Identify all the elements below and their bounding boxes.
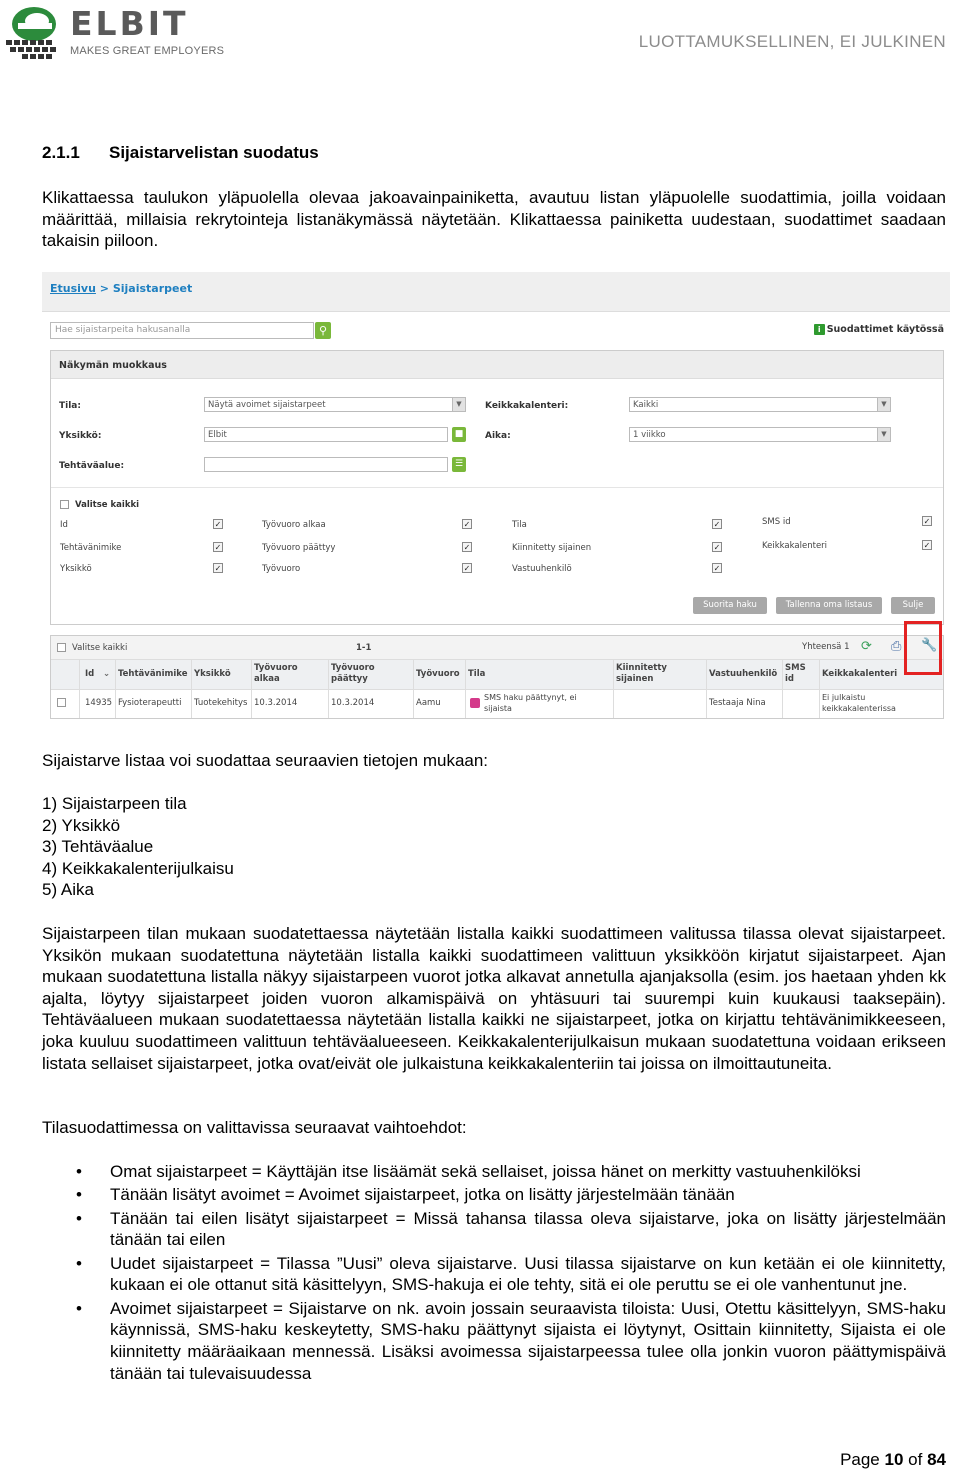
- column-option-checkbox[interactable]: ✓: [214, 520, 222, 529]
- print-icon[interactable]: ⎙: [891, 639, 902, 654]
- column-option-label: Työvuoro: [262, 564, 301, 574]
- list-item: 3) Tehtäväalue: [42, 837, 154, 857]
- page-footer: Page 10 of 84: [840, 1450, 946, 1469]
- column-option-checkbox[interactable]: ✓: [713, 520, 721, 529]
- col-header-end[interactable]: Työvuoro päättyy: [331, 663, 375, 684]
- tila-select[interactable]: Näytä avoimet sijaistarpeet ▼: [204, 397, 466, 412]
- column-option-checkbox[interactable]: ✓: [713, 543, 721, 552]
- breadcrumb-separator: >: [99, 282, 109, 295]
- tehtavaalue-input[interactable]: [204, 457, 448, 472]
- page-number: 10: [884, 1450, 904, 1469]
- column-option-label: Tila: [512, 520, 527, 530]
- col-header-owner[interactable]: Vastuuhenkilö: [709, 669, 778, 679]
- filters-active-indicator: i Suodattimet käytössä: [814, 324, 944, 335]
- wrench-highlight: [904, 621, 942, 675]
- results-grid: [50, 635, 944, 719]
- section-title: Sijaistarvelistan suodatus: [109, 143, 319, 162]
- cell-title: Fysioterapeutti: [118, 698, 182, 708]
- total-count: Yhteensä 1: [802, 642, 850, 652]
- bullet: •: [76, 1162, 82, 1181]
- section-heading: [42, 143, 319, 163]
- filter-list: [42, 793, 234, 901]
- chevron-down-icon: ▼: [877, 428, 890, 441]
- breadcrumb-bar: [42, 272, 950, 312]
- col-header-title[interactable]: Tehtävänimike: [118, 669, 188, 679]
- column-option-checkbox[interactable]: ✓: [923, 541, 931, 550]
- save-list-button[interactable]: Tallenna oma listaus: [776, 597, 882, 614]
- column-option-checkbox[interactable]: ✓: [463, 543, 471, 552]
- cell-id: 14935: [85, 698, 113, 708]
- view-edit-panel: [50, 350, 944, 625]
- list-item: 4) Keikkakalenterijulkaisu: [42, 858, 234, 878]
- list-item: 5) Aika: [42, 880, 94, 900]
- tila-label: Tila:: [59, 401, 81, 411]
- row-checkbox[interactable]: [57, 698, 66, 707]
- cell-shift: Aamu: [416, 698, 441, 708]
- chevron-down-icon: ▼: [877, 398, 890, 411]
- column-option-label: Id: [60, 520, 68, 530]
- wrench-icon[interactable]: 🔧: [921, 638, 938, 653]
- filter-intro: Sijaistarve listaa voi suodattaa seuraavien tietojen mukaan:: [42, 751, 489, 770]
- bullet: •: [76, 1185, 82, 1205]
- list-item: 1) Sijaistarpeen tila: [42, 794, 187, 813]
- section-number: 2.1.1: [42, 143, 80, 162]
- column-option-checkbox[interactable]: ✓: [463, 564, 471, 573]
- column-option-label: Keikkakalenteri: [762, 541, 828, 551]
- column-option-checkbox[interactable]: ✓: [923, 517, 931, 526]
- aika-label: Aika:: [485, 431, 511, 441]
- grid-toolbar: [51, 636, 943, 660]
- cell-status: SMS haku päättynyt, ei sijaista: [484, 693, 577, 713]
- info-icon: i: [814, 324, 825, 335]
- refresh-icon[interactable]: ⟳: [861, 639, 872, 654]
- aika-select[interactable]: 1 viikko ▼: [629, 427, 891, 442]
- logo-tagline: MAKES GREAT EMPLOYERS: [70, 45, 225, 57]
- col-header-shift[interactable]: Työvuoro: [416, 669, 460, 679]
- cell-unit: Tuotekehitys: [194, 698, 248, 708]
- lock-icon[interactable]: ■: [452, 427, 466, 442]
- list-item: • Omat sijaistarpeet = Käyttäjän itse lisäämät sekä sellaiset, joissa hänet on merkitty vastuuhenkilöksi: [76, 1162, 861, 1181]
- cell-calendar: Ei julkaistu keikkakalenterissa: [822, 693, 896, 713]
- bullet: •: [76, 1253, 82, 1273]
- body-paragraph: Sijaistarpeen tilan mukaan suodatettaessa näytetään listalla kaikki suodattimeen valitussa tilassa olevat sijaistarpeet. Yksikön mukaan suodatettuna näytetään listalla kaikki suodattimeen valittuun yksikköön kirjatut sijaistarpeet. Ajan mukaan suodatettuna listalla näkyy sijaistarpeen vuorot jotka alkavat annetulla ajanjaksolla (esim. jos haetaan yhden kk ajalta, löytyy sijaistarpeet joiden vuoron alkamispäivä on yhtäsuuri tai suurempi kuin kuukausi taaksepäin). Tehtäväalueen mukaan suodatettaessa näytetään listalla kaikki ne sijaistarpeet, jotka on kirjattu tehtävänimikkeeseen, joka kuuluu suodattimeen valittuun tehtäväalueeseen. Keikkakalenterijulkaisun mukaan suodatettuna voidaan erikseen listata sellaiset sijaistarpeet, jotka ovat/eivät ole julkaistuna keikkakalenteriin tai joissa on ilmoittautuneita.: [42, 924, 946, 1073]
- select-all-checkbox[interactable]: [60, 500, 69, 509]
- column-option-label: Kiinnitetty sijainen: [512, 543, 592, 553]
- col-header-sms[interactable]: SMS id: [785, 663, 806, 684]
- cell-owner: Testaaja Nina: [709, 698, 766, 708]
- bullet: •: [76, 1298, 82, 1318]
- column-option-label: SMS id: [762, 517, 791, 527]
- col-header-id[interactable]: Id: [85, 669, 95, 679]
- search-input[interactable]: Hae sijaistarpeita hakusanalla: [50, 322, 314, 339]
- yksikko-input[interactable]: Elbit: [204, 427, 448, 442]
- panel-title: Näkymän muokkaus: [51, 351, 943, 379]
- keikka-select[interactable]: Kaikki ▼: [629, 397, 891, 412]
- column-option-label: Työvuoro alkaa: [262, 520, 326, 530]
- column-option-label: Vastuuhenkilö: [512, 564, 572, 574]
- column-option-label: Yksikkö: [60, 564, 92, 574]
- grid-header: [51, 660, 943, 690]
- col-header-start[interactable]: Työvuoro alkaa: [254, 663, 298, 684]
- pager: 1-1: [356, 643, 372, 653]
- list-item: 2) Yksikkö: [42, 815, 121, 835]
- page-total: 84: [927, 1450, 946, 1469]
- app-screenshot: [42, 272, 950, 722]
- bullet: •: [76, 1208, 82, 1228]
- breadcrumb: [50, 282, 192, 295]
- tehtavaalue-label: Tehtäväalue:: [59, 461, 125, 471]
- run-search-button[interactable]: Suorita haku: [693, 597, 767, 614]
- elbit-logo: [4, 4, 225, 64]
- column-option-checkbox[interactable]: ✓: [214, 543, 222, 552]
- list-icon[interactable]: ☰: [452, 457, 466, 472]
- cell-end: 10.3.2014: [331, 698, 375, 708]
- yksikko-label: Yksikkö:: [59, 431, 102, 441]
- sms-status-icon: [470, 698, 480, 708]
- logo-word: ELBIT: [70, 4, 189, 43]
- grid-select-all-label: Valitse kaikki: [72, 643, 128, 653]
- intro-paragraph: Klikattaessa taulukon yläpuolella olevaa jakoavainpainiketta, avautuu listan yläpuolelle suodattimia, joilla voidaan määrittää, millaisia rekrytointeja listanäkymässä näytetään. Klikattaessa painiketta uudestaan, suodattimet saadaan takaisin piiloon.: [42, 188, 946, 251]
- cell-start: 10.3.2014: [254, 698, 298, 708]
- list-item: • Tänään lisätyt avoimet = Avoimet sijaistarpeet, jotka on lisätty järjestelmään tänään: [76, 1185, 735, 1205]
- breadcrumb-current: Sijaistarpeet: [112, 282, 193, 295]
- breadcrumb-home-link[interactable]: Etusivu: [50, 282, 96, 295]
- grid-select-all-checkbox[interactable]: [57, 643, 66, 652]
- column-option-label: Tehtävänimike: [60, 543, 122, 553]
- confidential-label: LUOTTAMUKSELLINEN, EI JULKINEN: [638, 32, 946, 51]
- col-header-unit[interactable]: Yksikkö: [194, 669, 231, 679]
- list-item: • Tänään tai eilen lisätyt sijaistarpeet = Missä tahansa tilassa oleva sijaistarve, joka on lisätty järjestelmään tänään tai eilen: [76, 1208, 946, 1250]
- column-option-checkbox[interactable]: ✓: [463, 520, 471, 529]
- search-icon[interactable]: ⚲: [315, 322, 331, 339]
- column-option-label: Työvuoro päättyy: [262, 543, 336, 553]
- logo-mark-icon: [4, 4, 66, 62]
- status-options-list: [42, 1161, 946, 1386]
- chevron-down-icon: ▼: [452, 398, 465, 411]
- col-header-calendar[interactable]: Keikkakalenteri: [822, 669, 898, 679]
- col-header-assigned[interactable]: Kiinnitetty sijainen: [616, 663, 667, 684]
- column-option-checkbox[interactable]: ✓: [713, 564, 721, 573]
- keikka-label: Keikkakalenteri:: [485, 401, 569, 411]
- col-header-status[interactable]: Tila: [468, 669, 486, 679]
- select-all-label: Valitse kaikki: [75, 500, 140, 510]
- close-button[interactable]: Sulje: [891, 597, 935, 614]
- list-item: • Avoimet sijaistarpeet = Sijaistarve on nk. avoin jossain seuraavista tiloista: Uusi, Otettu käsittelyyn, SMS-haku käynnissä, SMS-haku keskeytetty, SMS-haku päättynyt sijaista ei löytynyt, Osittain kiinnitetty, Sijaista ei ole kiinnitetty määräaikaan mennessä. Lisäksi avoimessa sijaistarpeessa tulee olla jonkin vuoron päättymispäivä tänään tai tulevaisuudessa: [76, 1298, 946, 1383]
- sort-icon[interactable]: ⌄: [103, 669, 111, 679]
- panel-divider: [51, 487, 943, 488]
- column-option-checkbox[interactable]: ✓: [214, 564, 222, 573]
- status-intro: Tilasuodattimessa on valittavissa seuraavat vaihtoehdot:: [42, 1118, 467, 1137]
- list-item: • Uudet sijaistarpeet = Tilassa ”Uusi” oleva sijaistarve. Uusi tilassa sijaistarve on kun ketään ei ole kiinnitetty, kukaan ei ole ottanut sitä käsittelyyn, SMS-hakuja ei ole tehty, sitä ei ole peruttu se ei ole vanhentunut jne.: [76, 1253, 946, 1295]
